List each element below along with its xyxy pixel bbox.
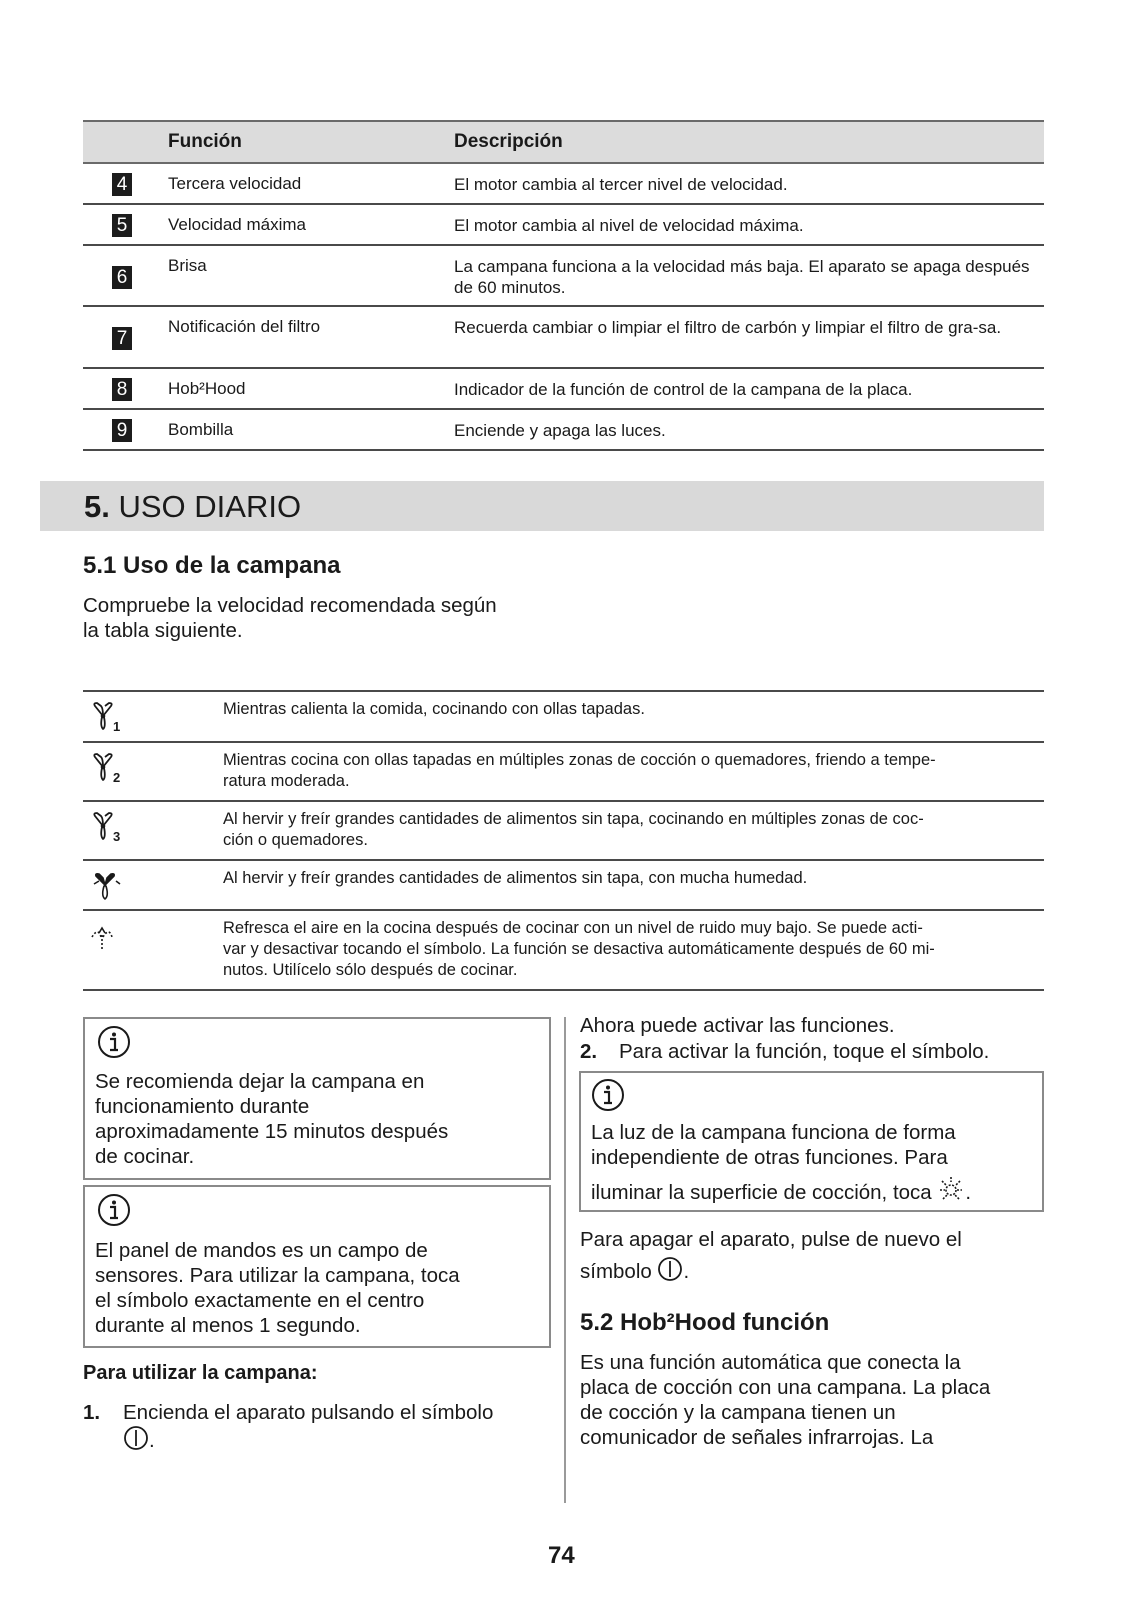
page-number: 74 — [548, 1542, 575, 1569]
info-text-line: Se recomienda dejar la campana en — [95, 1070, 425, 1093]
speed-description — [223, 868, 1038, 889]
info-box — [83, 1185, 551, 1348]
function-name: Bombilla — [168, 420, 234, 439]
hob2hood-text-line: placa de cocción con una campana. La placa — [580, 1376, 991, 1399]
fan-speed-2-icon — [89, 751, 127, 785]
description-line: Al hervir y freír grandes cantidades de alimentos sin tapa, con mucha humedad. — [223, 869, 808, 887]
section-number: 5. — [84, 489, 110, 524]
info-icon — [97, 1193, 131, 1227]
step-number: 2. — [580, 1040, 598, 1063]
light-bulb-icon — [937, 1175, 965, 1203]
info-text-line: durante al menos 1 segundo. — [95, 1314, 361, 1337]
table-row — [83, 692, 1044, 743]
function-name: Notificación del filtro — [168, 317, 321, 336]
speed-description — [223, 699, 1038, 720]
section-title-text: USO DIARIO — [118, 489, 302, 524]
use-heading: Para utilizar la campana: — [83, 1362, 318, 1384]
step-symbol-line — [123, 1425, 155, 1454]
function-description: La campana funciona a la velocidad más baja. El aparato se apaga después de 60 minutos. — [454, 257, 1030, 297]
function-description: El motor cambia al nivel de velocidad máxima. — [454, 216, 804, 235]
fan-speed-3-icon — [89, 810, 127, 844]
function-column-header: Función — [168, 131, 242, 152]
function-description: Enciende y apaga las luces. — [454, 421, 666, 440]
speed-description — [223, 918, 1038, 981]
function-description: El motor cambia al tercer nivel de velocidad. — [454, 175, 788, 194]
description-line: ratura moderada. — [223, 772, 350, 790]
fan-speed-1-icon — [89, 700, 127, 734]
description-line: var y desactivar tocando el símbolo. La función se desactiva automáticamente después de 60 mi- — [223, 940, 935, 958]
table-row — [83, 369, 1044, 410]
power-off-end: . — [683, 1260, 690, 1283]
subsection-title: 5.1 Uso de la campana — [83, 552, 341, 579]
function-name: Velocidad máxima — [168, 215, 306, 234]
table-row — [83, 164, 1044, 205]
hob2hood-text-line: Es una función automática que conecta la — [580, 1351, 961, 1374]
info-icon — [591, 1078, 625, 1112]
hob2hood-text-line: comunicador de señales infrarrojas. La — [580, 1426, 934, 1449]
description-line: Mientras cocina con ollas tapadas en múltiples zonas de cocción o quemadores, friendo a tempe- — [223, 751, 936, 769]
item-number-badge: 6 — [112, 266, 132, 289]
table-row — [83, 861, 1044, 911]
section-banner — [40, 481, 1044, 531]
function-description: Recuerda cambiar o limpiar el filtro de carbón y limpiar el filtro de gra-sa. — [454, 318, 1002, 337]
svg-text:2: 2 — [113, 770, 121, 785]
function-table-header — [83, 120, 1044, 164]
hob2hood-text-line: de cocción y la campana tienen un — [580, 1401, 896, 1424]
function-name: Brisa — [168, 256, 207, 275]
table-row — [83, 911, 1044, 991]
function-table — [83, 120, 1044, 451]
column-divider — [564, 1017, 566, 1503]
power-off-text: símbolo — [580, 1260, 652, 1283]
intro-line: la tabla siguiente. — [83, 619, 243, 642]
info-icon — [97, 1025, 131, 1059]
table-row — [83, 410, 1044, 451]
info-text-line: aproximadamente 15 minutos después — [95, 1120, 449, 1143]
info-text-line: de cocinar. — [95, 1145, 195, 1168]
info-box — [83, 1017, 551, 1180]
info-text-line: sensores. Para utilizar la campana, toca — [95, 1264, 460, 1287]
description-line: ción o quemadores. — [223, 831, 368, 849]
item-number-badge: 5 — [112, 214, 132, 237]
item-number-badge: 7 — [112, 327, 132, 350]
table-row — [83, 743, 1044, 802]
function-description: Indicador de la función de control de la campana de la placa. — [454, 380, 913, 399]
info-text: iluminar la superficie de cocción, toca — [591, 1181, 932, 1204]
power-off-line — [580, 1256, 689, 1285]
step-number: 1. — [83, 1401, 101, 1424]
description-column-header: Descripción — [454, 131, 563, 152]
speed-description — [223, 750, 1038, 792]
table-row — [83, 307, 1044, 369]
description-line: nutos. Utilícelo sólo después de cocinar. — [223, 961, 518, 979]
breeze-icon — [89, 919, 127, 953]
subsection-title: 5.2 Hob²Hood función — [580, 1309, 830, 1336]
info-box — [579, 1071, 1044, 1212]
speed-table — [83, 690, 1044, 991]
power-off-line: Para apagar el aparato, pulse de nuevo el — [580, 1228, 962, 1251]
description-line: Al hervir y freír grandes cantidades de alimentos sin tapa, cocinando en múltiples zonas de coc- — [223, 810, 924, 828]
step-end: . — [149, 1429, 155, 1452]
function-name: Hob²Hood — [168, 379, 246, 398]
table-row — [83, 246, 1044, 307]
item-number-badge: 4 — [112, 173, 132, 196]
item-number-badge: 8 — [112, 378, 132, 401]
item-number-badge: 9 — [112, 419, 132, 442]
activate-line: Ahora puede activar las funciones. — [580, 1014, 895, 1037]
speed-description — [223, 809, 1038, 851]
description-line: Mientras calienta la comida, cocinando con ollas tapadas. — [223, 700, 645, 718]
intro-line: Compruebe la velocidad recomendada según — [83, 594, 497, 617]
table-row — [83, 802, 1044, 861]
description-line: Refresca el aire en la cocina después de cocinar con un nivel de ruido muy bajo. Se puede acti- — [223, 919, 923, 937]
info-text-line: el símbolo exactamente en el centro — [95, 1289, 425, 1312]
info-text-line — [591, 1175, 971, 1206]
svg-text:3: 3 — [113, 829, 121, 844]
info-text-line: El panel de mandos es un campo de — [95, 1239, 428, 1262]
power-icon — [123, 1425, 149, 1451]
fan-max-speed-icon — [89, 869, 127, 903]
table-row — [83, 205, 1044, 246]
step-text: Encienda el aparato pulsando el símbolo — [123, 1401, 494, 1424]
info-end: . — [965, 1181, 972, 1204]
section-title — [84, 489, 301, 525]
info-text-line: independiente de otras funciones. Para — [591, 1146, 948, 1169]
function-name: Tercera velocidad — [168, 174, 302, 193]
info-text-line: La luz de la campana funciona de forma — [591, 1121, 956, 1144]
power-icon — [657, 1256, 683, 1282]
info-text-line: funcionamiento durante — [95, 1095, 310, 1118]
step-text: Para activar la función, toque el símbolo. — [619, 1040, 990, 1063]
svg-text:1: 1 — [113, 719, 121, 734]
